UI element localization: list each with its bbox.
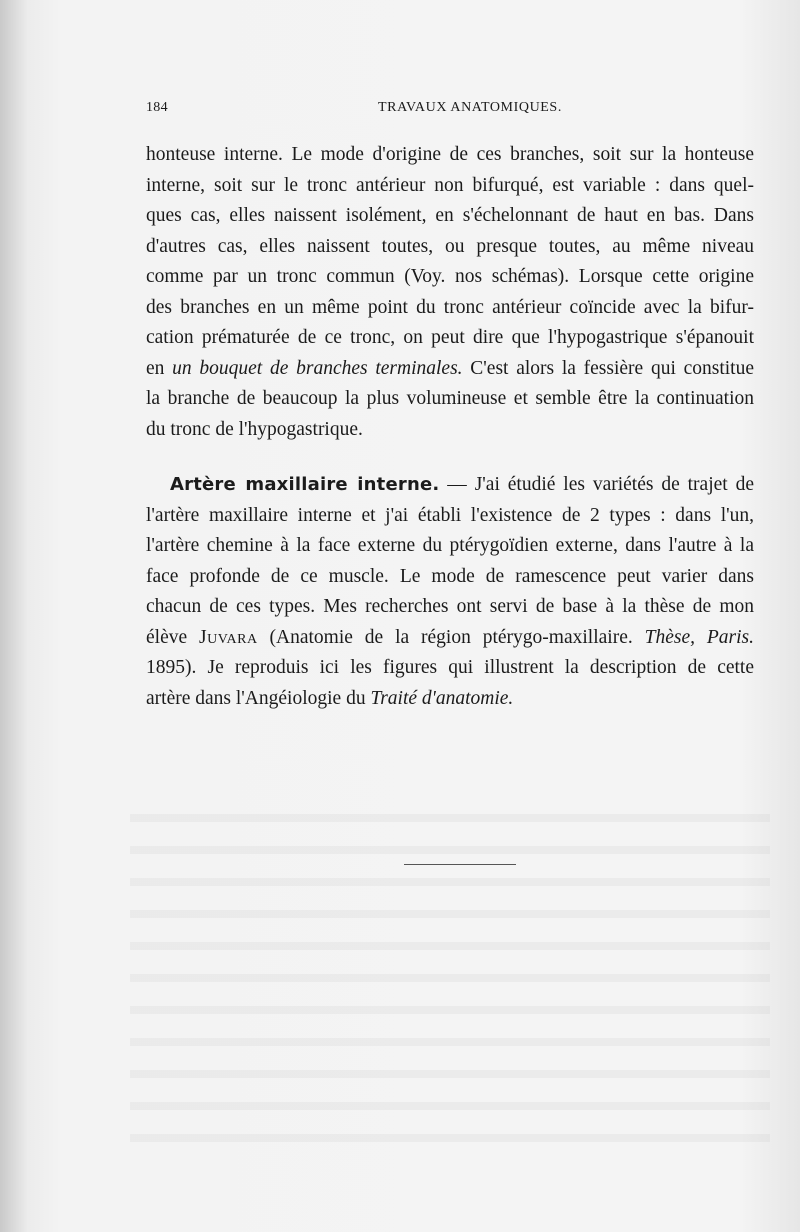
paragraph-maxillary-artery (146, 470, 754, 714)
italic-phrase: un bouquet de branches terminales. (172, 357, 463, 379)
page-number: 184 (146, 100, 168, 115)
text-line: des branches en un même point du tronc antérieur coïncide avec la bifur- (146, 296, 754, 318)
running-head (146, 100, 752, 126)
text-line: honteuse interne. Le mode d'origine de ces branches, soit sur la honteuse (146, 144, 754, 165)
text-line: du tronc de l'hypogastrique. (146, 418, 363, 440)
author-name: Juvara (199, 626, 258, 648)
text-line: 1895). Je reproduis ici les figures qui illustrent la description de cette (146, 657, 754, 678)
text-run: élève (146, 626, 200, 648)
running-title: TRAVAUX ANATOMIQUES. (378, 100, 562, 115)
text-line: cation prématurée de ce tronc, on peut dire que l'hypogastrique s'épanouit (146, 327, 754, 348)
text-line: comme par un tronc commun (Voy. nos schémas). Lorsque cette origine (146, 266, 754, 287)
section-heading: Artère maxillaire interne. (170, 474, 440, 495)
text-line: face profonde de ce muscle. Le mode de ramescence peut varier dans (146, 565, 754, 587)
text-run: C'est alors la fessière qui constitue (462, 357, 754, 379)
italic-title: Traité d'anatomie. (370, 687, 514, 709)
text-line: d'autres cas, elles naissent toutes, ou presque toutes, au même niveau (146, 235, 754, 257)
text-line: chacun de ces types. Mes recherches ont servi de base à la thèse de mon (146, 596, 754, 617)
text-line: l'artère maxillaire interne et j'ai établi l'existence de 2 types : dans l'un, (146, 504, 754, 526)
text-line: interne, soit sur le tronc antérieur non bifurqué, est variable : dans quel- (146, 174, 754, 196)
bleed-through-texture (130, 800, 770, 1160)
text-run: artère dans l'Angéiologie du (146, 687, 371, 709)
text-line-mixed (146, 623, 754, 654)
text-line: la branche de beaucoup la plus volumineuse et semble être la continuation (146, 388, 754, 409)
text-run: (Anatomie de la région ptérygo-maxillaire. (257, 626, 645, 648)
text-line: ques cas, elles naissent isolément, en s'échelonnant de haut en bas. Dans (146, 205, 754, 226)
section-rule (404, 864, 516, 865)
text-line-mixed (146, 684, 754, 715)
italic-citation: Thèse, Paris. (644, 626, 754, 648)
paragraph-hypogastric (146, 140, 754, 445)
text-run: — J'ai étudié les variétés de trajet de (439, 474, 754, 495)
text-line-mixed (146, 354, 754, 385)
text-run: en (146, 357, 173, 379)
text-line-heading (146, 470, 754, 501)
text-line: l'artère chemine à la face externe du ptérygoïdien externe, dans l'autre à la (146, 535, 754, 556)
